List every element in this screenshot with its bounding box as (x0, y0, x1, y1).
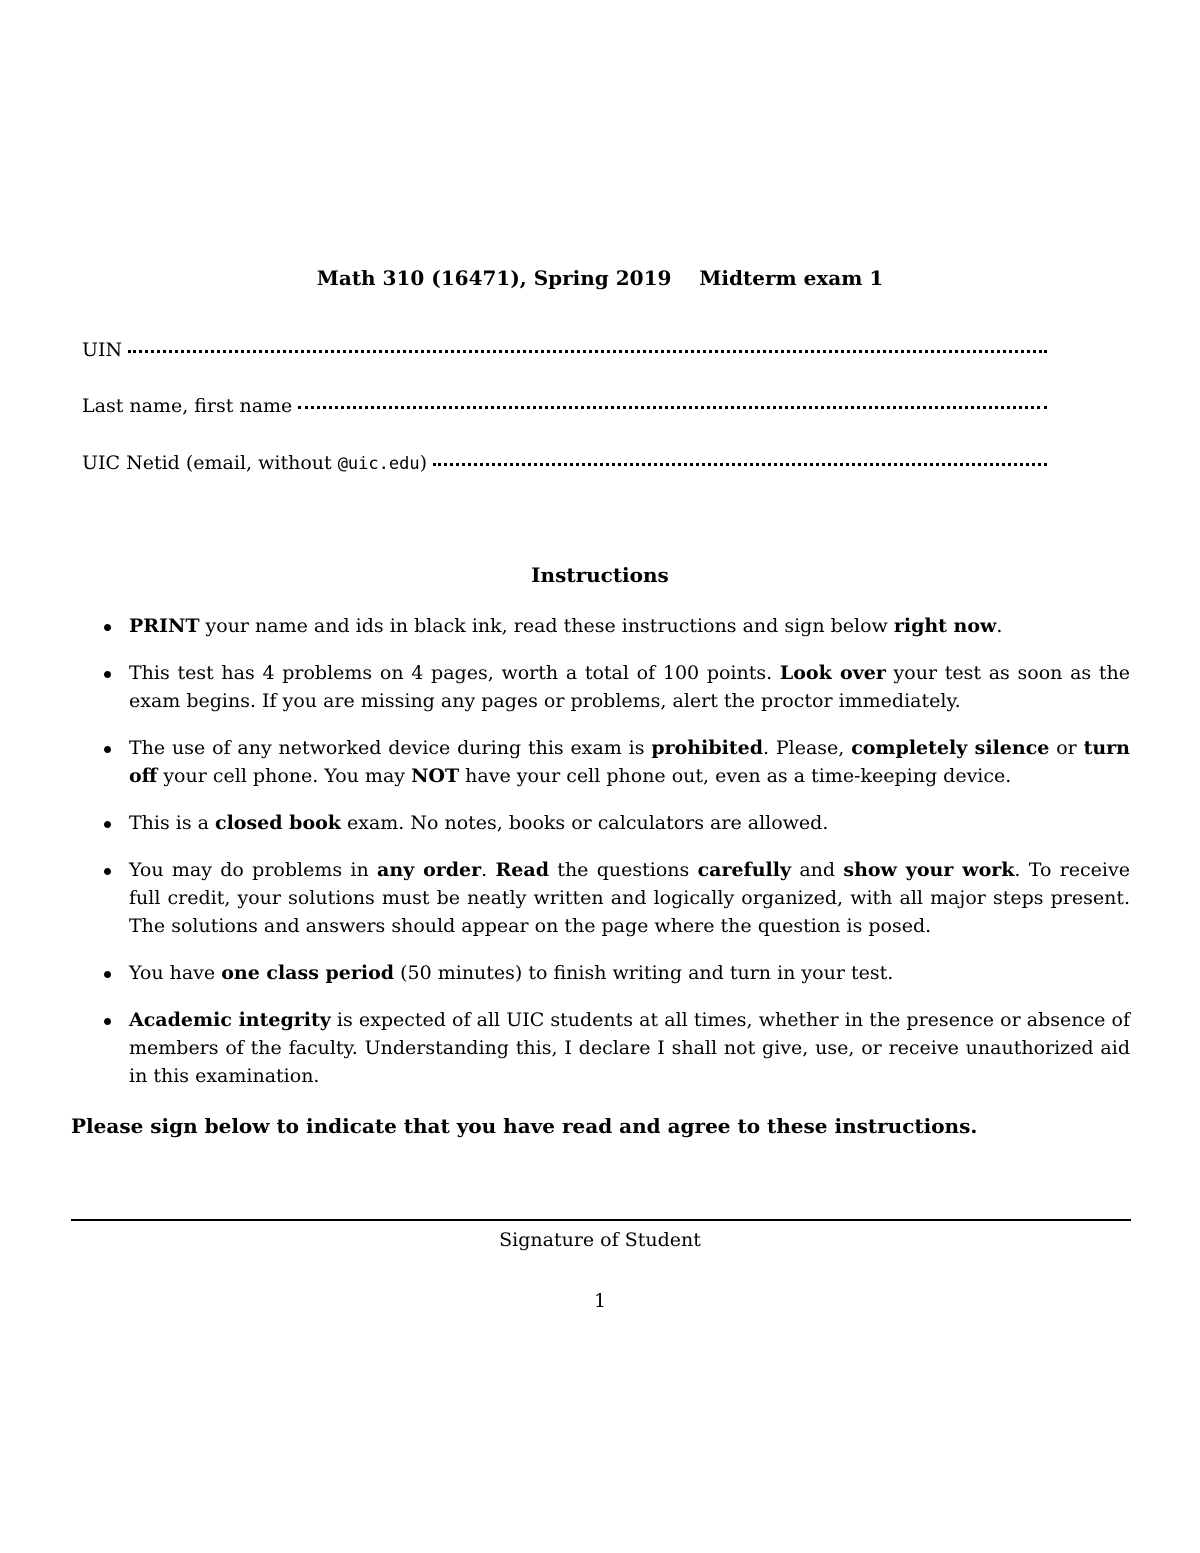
name-field (82, 394, 1047, 418)
bullet-icon (104, 671, 111, 678)
instruction-emphasis: prohibited (651, 737, 763, 759)
instruction-emphasis: completely silence (851, 737, 1050, 759)
name-label: Last name, first name (82, 395, 293, 417)
instruction-text: . (996, 615, 1003, 637)
bullet-icon (104, 1018, 111, 1025)
instruction-emphasis: carefully (697, 859, 792, 881)
instruction-text: . Please, (762, 737, 852, 759)
name-dotted-line (298, 403, 1047, 409)
instruction-emphasis: PRINT (129, 615, 200, 637)
instruction-text: The use of any networked device during this exam is (129, 737, 652, 759)
uin-field (82, 338, 1047, 362)
instruction-item-integrity (104, 1006, 1130, 1090)
instructions-heading: Instructions (531, 563, 669, 587)
uin-label: UIN (82, 339, 123, 361)
instruction-text: You have (129, 962, 222, 984)
instruction-emphasis: Read (495, 859, 549, 881)
signature-line[interactable] (71, 1219, 1131, 1221)
netid-label (82, 451, 433, 476)
exam-title: Math 310 (16471), Spring 2019 Midterm exam 1 (316, 266, 884, 290)
instruction-emphasis: Look over (779, 662, 886, 684)
instruction-item-closed-book (104, 809, 1130, 837)
instruction-text: This test has 4 problems on 4 pages, worth a total of 100 points. (129, 662, 780, 684)
bullet-icon (104, 821, 111, 828)
netid-label-prefix: UIC Netid (email, without (82, 452, 338, 474)
signature-label: Signature of Student (499, 1229, 701, 1251)
netid-label-suffix: ) (419, 452, 427, 474)
bullet-icon (104, 624, 111, 631)
instruction-text: (50 minutes) to finish writing and turn in your test. (394, 962, 894, 984)
instruction-text: your name and ids in black ink, read these instructions and sign below (199, 615, 894, 637)
netid-dotted-line (433, 460, 1047, 466)
instruction-emphasis: show your work (843, 859, 1015, 881)
instruction-text: and (791, 859, 844, 881)
instruction-text: You may do problems in (129, 859, 378, 881)
bullet-icon (104, 746, 111, 753)
instructions-list (104, 612, 1130, 1109)
agreement-statement: Please sign below to indicate that you have read and agree to these instructions. (71, 1114, 978, 1138)
instruction-text: your cell phone. You may (157, 765, 412, 787)
netid-label-email-domain: @uic.edu (337, 454, 420, 474)
instruction-item-test-length (104, 659, 1130, 715)
instruction-item-time (104, 959, 1130, 987)
instruction-text: This is a (129, 812, 216, 834)
bullet-icon (104, 868, 111, 875)
instruction-emphasis: closed book (215, 812, 341, 834)
instruction-emphasis: NOT (411, 765, 460, 787)
instruction-emphasis: Academic integrity (129, 1009, 331, 1031)
instruction-text: have your cell phone out, even as a time-keeping device. (459, 765, 1012, 787)
instruction-text: is expected of all UIC students at all times, whether in the presence or absence of members of the faculty. Understanding this, I declare I shall not give, use, or receive unauthorized aid in this examination. (129, 1009, 1130, 1087)
bullet-icon (104, 971, 111, 978)
uin-dotted-line (128, 347, 1047, 353)
instruction-text: or (1049, 737, 1084, 759)
instruction-emphasis: turn off (129, 737, 1130, 787)
instruction-text: the questions (549, 859, 698, 881)
instruction-item-show-work (104, 856, 1130, 940)
instruction-text: . To receive full credit, your solutions must be neatly written and logically organized, with all major steps present. The solutions and answers should appear on the page where the question is posed. (129, 859, 1130, 937)
instruction-emphasis: any order (377, 859, 482, 881)
page-number: 1 (593, 1290, 607, 1312)
instruction-text: . (481, 859, 496, 881)
instruction-text: your test as soon as the exam begins. If you are missing any pages or problems, alert the proctor immediately. (129, 662, 1130, 712)
instruction-item-devices (104, 734, 1130, 790)
instruction-text: exam. No notes, books or calculators are allowed. (340, 812, 829, 834)
instruction-emphasis: right now (893, 615, 997, 637)
instruction-item-print (104, 612, 1130, 640)
instruction-emphasis: one class period (221, 962, 395, 984)
netid-field (82, 451, 1047, 476)
